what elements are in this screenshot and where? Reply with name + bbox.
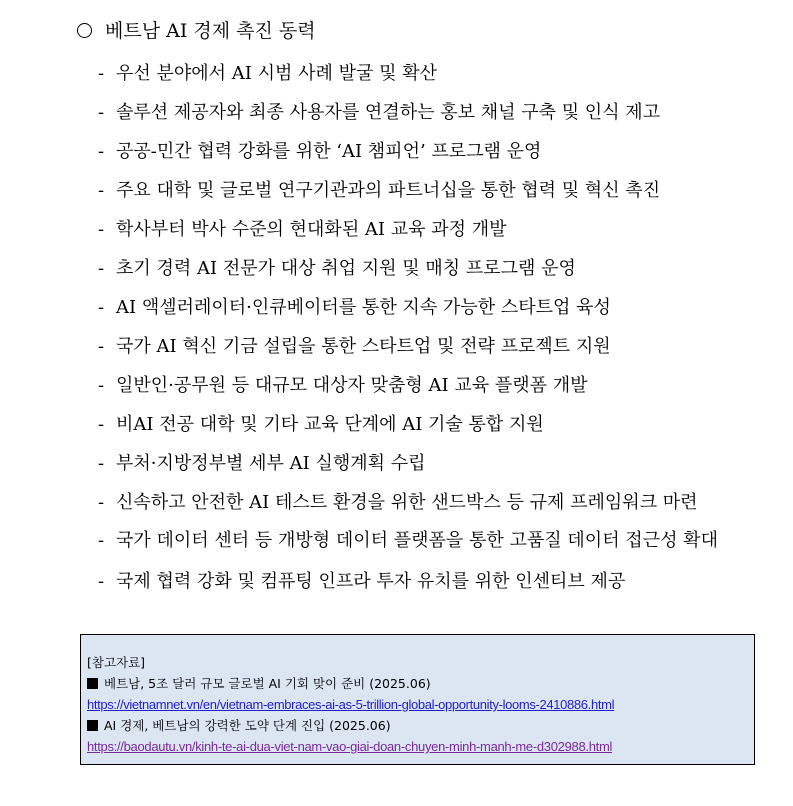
dash-marker: - <box>98 219 105 240</box>
reference-title: [참고자료] <box>87 655 146 670</box>
reference-link-row <box>87 694 748 715</box>
dash-marker: - <box>98 375 105 396</box>
list-item-text: 공공-민간 협력 강화를 위한 ‘AI 챔피언’ 프로그램 운영 <box>116 141 542 162</box>
list-item <box>98 522 728 562</box>
list-item-text: 학사부터 박사 수준의 현대화된 AI 교육 과정 개발 <box>116 219 507 240</box>
black-square-icon <box>87 678 98 689</box>
list-item <box>98 171 728 210</box>
black-square-icon <box>87 720 98 731</box>
list-item-text: 국제 협력 강화 및 컴퓨팅 인프라 투자 유치를 위한 인센티브 제공 <box>116 571 626 592</box>
list-item <box>98 327 728 366</box>
list-item-text: 우선 분야에서 AI 시범 사례 발굴 및 확산 <box>116 63 437 84</box>
dash-marker: - <box>98 492 105 513</box>
dash-marker: - <box>98 63 105 84</box>
reference-link-row <box>87 736 748 757</box>
list-item-text: 초기 경력 AI 전문가 대상 취업 지원 및 매칭 프로그램 운영 <box>116 258 576 279</box>
list-item-text: 주요 대학 및 글로벌 연구기관과의 파트너십을 통한 협력 및 혁신 촉진 <box>116 180 661 201</box>
dash-marker: - <box>98 571 105 592</box>
dash-marker: - <box>98 141 105 162</box>
list-item-text: 국가 데이터 센터 등 개방형 데이터 플랫폼을 통한 고품질 데이터 접근성 확대 <box>116 530 718 551</box>
list-item <box>98 366 728 405</box>
list-item-text: 부처·지방정부별 세부 AI 실행계획 수립 <box>116 453 426 474</box>
reference-link[interactable]: https://baodautu.vn/kinh-te-ai-dua-viet-nam-vao-giai-doan-chuyen-minh-manh-me-d302988.html <box>87 739 613 754</box>
dash-marker: - <box>98 453 105 474</box>
dash-marker: - <box>98 297 105 318</box>
bullet-list <box>98 54 728 601</box>
list-item <box>98 132 728 171</box>
section-heading-text: 베트남 AI 경제 촉진 동력 <box>105 20 316 42</box>
dash-marker: - <box>98 336 105 357</box>
list-item <box>98 483 728 522</box>
list-item-text: 신속하고 안전한 AI 테스트 환경을 위한 샌드박스 등 규제 프레임워크 마련 <box>116 492 698 513</box>
section-heading <box>77 17 316 45</box>
dash-marker: - <box>98 530 105 551</box>
list-item <box>98 210 728 249</box>
list-item-text: 비AI 전공 대학 및 기타 교육 단계에 AI 기술 통합 지원 <box>116 414 544 435</box>
list-item-text: 일반인·공무원 등 대규모 대상자 맞춤형 AI 교육 플랫폼 개발 <box>116 375 588 396</box>
list-item <box>98 54 728 93</box>
reference-link[interactable]: https://vietnamnet.vn/en/vietnam-embraces-ai-as-5-trillion-global-opportunity-looms-2410886.html <box>87 697 615 712</box>
dash-marker: - <box>98 258 105 279</box>
dash-marker: - <box>98 414 105 435</box>
list-item-text: 국가 AI 혁신 기금 설립을 통한 스타트업 및 전략 프로젝트 지원 <box>116 336 611 357</box>
list-item-text: 솔루션 제공자와 최종 사용자를 연결하는 홍보 채널 구축 및 인식 제고 <box>116 102 661 123</box>
dash-marker: - <box>98 102 105 123</box>
list-item <box>98 405 728 444</box>
list-item <box>98 93 728 132</box>
list-item <box>98 562 728 601</box>
reference-box <box>80 634 755 765</box>
list-item-text: AI 액셀러레이터·인큐베이터를 통한 지속 가능한 스타트업 육성 <box>116 297 611 318</box>
reference-entry-title: 베트남, 5조 달러 규모 글로벌 AI 기회 맞이 준비 (2025.06) <box>104 676 431 691</box>
reference-entry <box>87 715 748 736</box>
hollow-circle-icon <box>77 23 92 38</box>
list-item <box>98 444 728 483</box>
dash-marker: - <box>98 180 105 201</box>
reference-entry-title: AI 경제, 베트남의 강력한 도약 단계 진입 (2025.06) <box>104 718 391 733</box>
list-item <box>98 249 728 288</box>
list-item <box>98 288 728 327</box>
reference-entry <box>87 673 748 694</box>
